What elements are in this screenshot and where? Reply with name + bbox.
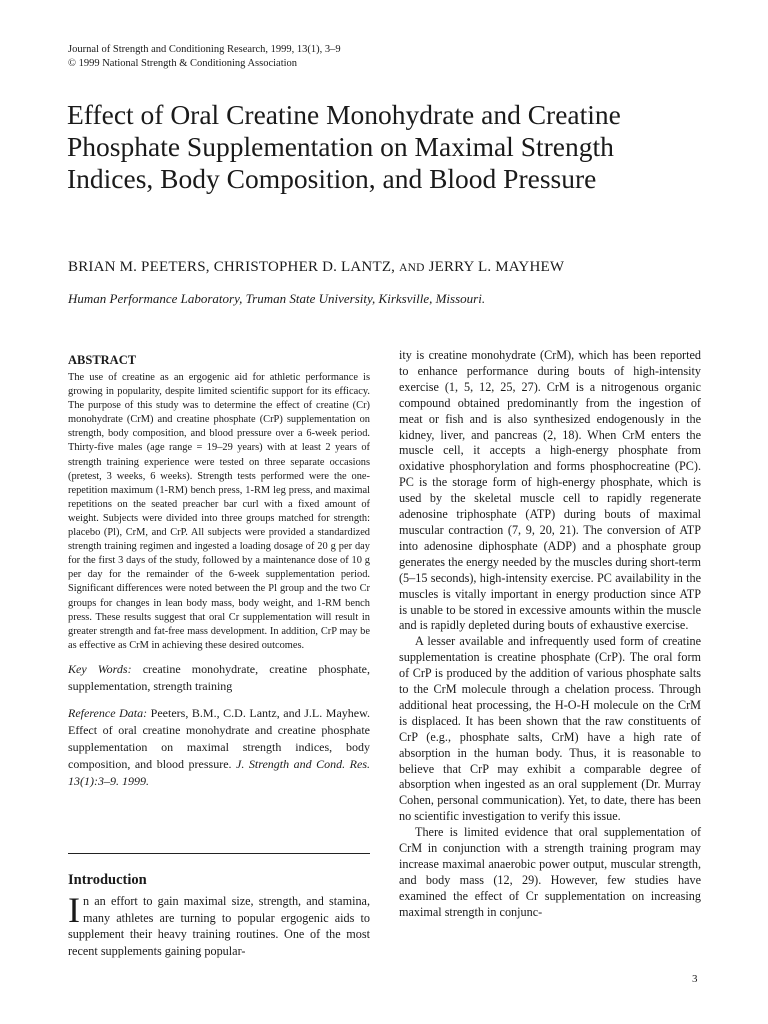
journal-copyright: © 1999 National Strength & Conditioning Association bbox=[68, 58, 298, 69]
abstract-text: The use of creatine as an ergogenic aid for athletic performance is growing in popularity, despite limited scientific support for its efficacy. The purpose of this study was to determine the effect of creatine (Cr) monohydrate (CrM) and creatine phosphate (CrP) supplementation on strength, body composition, and blood pressure over a 6-week period. Thirty-five males (age range = 19–29 years) with at least 2 years of strength training experience were tested on three separate occasions (pretest, 3 weeks, 6 weeks). Strength tests performed were the one-repetition maximum (1-RM) bench press, 1-RM leg press, and maximal repetitions on the seated preacher bar curl with a fixed amount of weight. Subjects were divided into three groups matched for strength: placebo (Pl), CrM, and CrP. All subjects were provided a standardized strength training regimen and ingested a loading dosage of 20 g per day for the first 3 days of the study, followed by a maintenance dose of 10 g per day for the remainder of the 6-week supplementation period. Significant differences were noted between the Pl group and the two Cr groups for changes in lean body mass, body weight, and 1-RM bench press. These results suggest that oral Cr supplementation will result in greater strength and fat-free mass development. In addition, CrP may be as effective as CrM in achieving these desired outcomes. bbox=[68, 372, 370, 651]
left-column bbox=[68, 352, 370, 790]
body-paragraph-3: There is limited evidence that oral supplementation of CrM in conjunction with a strength training program may increase maximal anaerobic power output, muscular strength, and body mass (12, 29). However, few studies have examined the effect of Cr supplementation on increasing maximal strength in conjunc- bbox=[399, 825, 701, 919]
section-divider bbox=[68, 853, 370, 854]
key-words bbox=[68, 661, 370, 695]
key-words-text: creatine monohydrate, creatine phosphate, supplementation, strength training bbox=[68, 661, 370, 693]
journal-citation: Journal of Strength and Conditioning Research, 1999, 13(1), 3–9 bbox=[68, 44, 341, 55]
author-list bbox=[68, 259, 564, 276]
authors-and: AND bbox=[399, 262, 425, 274]
page-number: 3 bbox=[692, 973, 698, 985]
reference-data-text: Peeters, B.M., C.D. Lantz, and J.L. Mayhew. Effect of oral creatine monohydrate and creatine phosphate supplementation on maximal strength indices, body composition, and blood pressure. bbox=[68, 705, 370, 771]
article-title: Effect of Oral Creatine Monohydrate and Creatine Phosphate Supplementation on Maximal Strength Indices, Body Composition, and Blood Pressure bbox=[67, 99, 621, 194]
body-paragraph-1: ity is creatine monohydrate (CrM), which has been reported to enhance performance during bouts of high-intensity exercise (1, 5, 12, 25, 27). CrM is a nitrogenous organic compound obtained predominantly from the ingestion of meat or fish and is also synthesized endogenously in the kidney, liver, and pancreas (2, 18). When CrM enters the muscle cell, it accepts a high-energy phosphate from oxidative phosphorylation and forms phosphocreatine (PC). PC is the storage form of high-energy phosphate, which is used by the skeletal muscle cell to rapidly regenerate adenosine triphosphate (ATP) during bouts of maximal muscular contraction (7, 9, 20, 21). The conversion of ATP into adenosine diphosphate (ADP) and a phosphate group generates the energy needed by the muscles during short-term (5–15 seconds), high-intensity exercise. PC availability in the muscles is vitally important in energy production since ATP is unable to be stored in excessive amounts within the muscle and is rapidly depleted during bouts of exhaustive exercise. bbox=[399, 348, 701, 633]
affiliation: Human Performance Laboratory, Truman State University, Kirksville, Missouri. bbox=[68, 291, 486, 306]
introduction-heading: Introduction bbox=[68, 872, 147, 888]
introduction-body: n an effort to gain maximal size, strength, and stamina, many athletes are turning to popular ergogenic aids to supplement their heavy training routines. One of the most recent supplements gaining popular- bbox=[68, 894, 370, 958]
authors-part-2: JERRY L. MAYHEW bbox=[428, 259, 565, 275]
reference-data-citation: J. Strength and Cond. Res. 13(1):3–9. 1999. bbox=[68, 756, 370, 788]
body-paragraph-2: A lesser available and infrequently used form of creatine supplementation is creatine phosphate (CrP). The oral form of CrP is produced by the addition of various phosphate salts to the CrM molecule through a chelation process. Through additional heat processing, the H-O-H molecule on the CrM is displaced. It has been shown that the raw constituents of CrP (e.g., phosphate salts, CrM) have a high rate of absorption in the human body. Thus, it is reasonable to believe that CrP may exhibit a comparable degree of absorption when ingested as an oral supplement (Dr. Murray Cohen, personal communication). Yet, to date, there has been no scientific investigation to verify this issue. bbox=[399, 634, 701, 824]
key-words-label: Key Words: bbox=[68, 661, 132, 676]
drop-cap: I bbox=[68, 890, 80, 930]
journal-header bbox=[68, 43, 341, 71]
right-column bbox=[399, 348, 701, 921]
reference-data bbox=[68, 705, 370, 790]
abstract-heading: ABSTRACT bbox=[68, 353, 137, 367]
authors-part-1: BRIAN M. PEETERS, CHRISTOPHER D. LANTZ, bbox=[68, 259, 396, 275]
reference-data-label: Reference Data: bbox=[68, 705, 148, 720]
introduction-text bbox=[68, 890, 370, 959]
